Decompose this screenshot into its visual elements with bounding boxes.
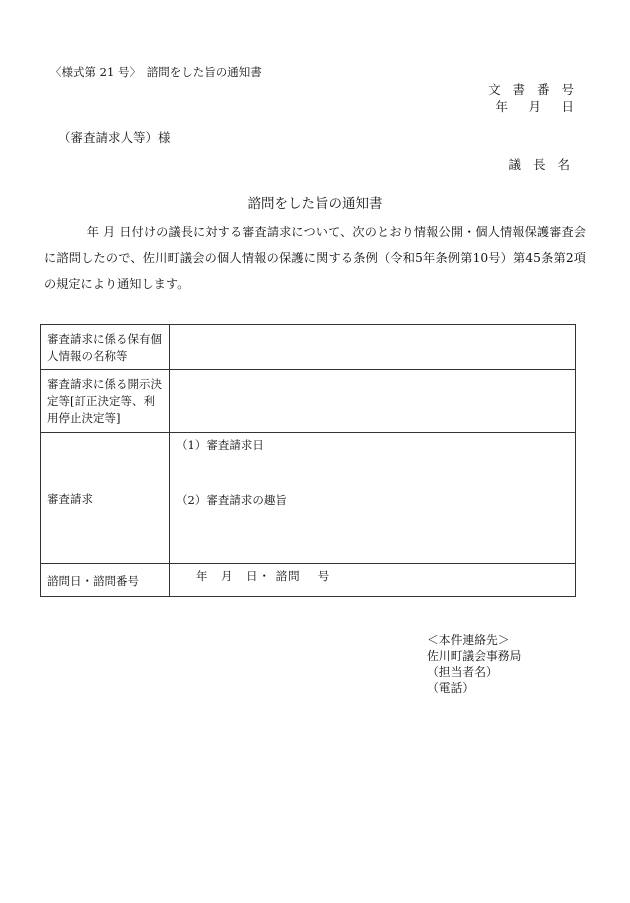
disclosure-decision-value xyxy=(170,370,576,433)
inquiry-date-label: 諮問日・諮問番号 xyxy=(41,564,170,597)
disclosure-decision-label: 審査請求に係る開示決定等[訂正決定等、利用停止決定等] xyxy=(41,370,170,433)
recipient: （審査請求人等）様 xyxy=(58,130,171,145)
contact-phone: （電話） xyxy=(427,681,475,695)
table-row xyxy=(41,564,576,597)
table-row xyxy=(41,433,576,564)
appeal-date-item: （1）審査請求日 xyxy=(176,438,264,452)
personal-info-name-label: 審査請求に係る保有個人情報の名称等 xyxy=(41,325,170,370)
table-row xyxy=(41,370,576,433)
inquiry-date-value: 年 月 日・ 諮問 号 xyxy=(170,564,576,597)
form-label: 〈様式第 21 号〉 諮問をした旨の通知書 xyxy=(50,65,262,79)
contact-block xyxy=(427,632,521,696)
table-row xyxy=(41,325,576,370)
document-date: 年 月 日 xyxy=(495,99,578,114)
inquiry-info-table xyxy=(40,324,576,597)
appeal-label: 審査請求 xyxy=(41,433,170,564)
personal-info-name-value xyxy=(170,325,576,370)
appeal-value xyxy=(170,433,576,564)
body-text: 年 月 日付けの議長に対する審査請求について、次のとおり情報公開・個人情報保護審査会に諮問したので、佐川町議会の個人情報の保護に関する条例（令和5年条例第10号）第45条第2項の規定により通知します。 xyxy=(44,225,586,291)
document-number: 文 書 番 号 xyxy=(488,82,578,97)
document-title: 諮問をした旨の通知書 xyxy=(247,196,383,212)
contact-person: （担当者名） xyxy=(427,665,498,679)
contact-heading: ＜本件連絡先＞ xyxy=(427,633,510,647)
contact-office: 佐川町議会事務局 xyxy=(427,649,522,663)
sender-chair-name: 議 長 名 xyxy=(508,157,574,172)
appeal-purpose-item: （2）審査請求の趣旨 xyxy=(176,493,287,507)
